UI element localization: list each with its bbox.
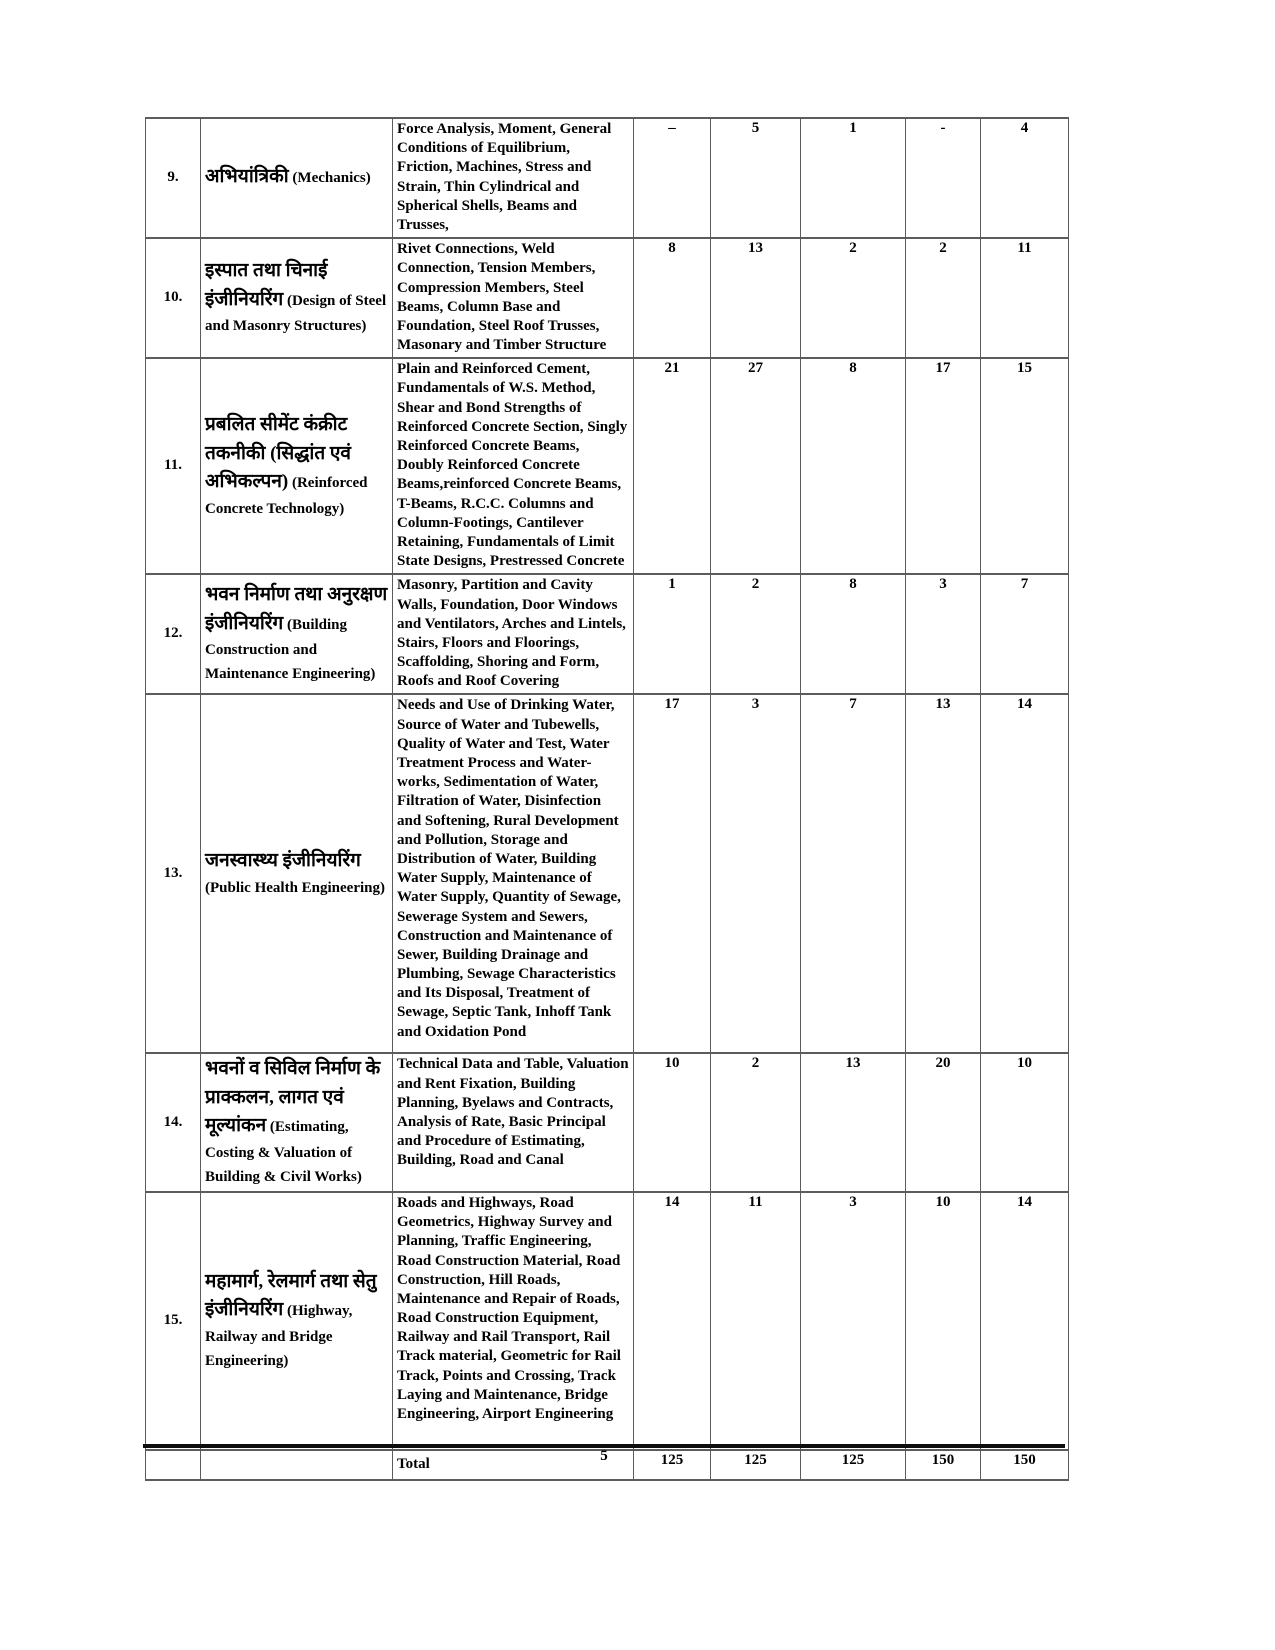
total-value: 125 [634, 1450, 711, 1480]
row-serial: 15. [146, 1192, 201, 1450]
subject-name-hindi: भवन निर्माण तथा अनुरक्षण इंजीनियरिंग [205, 584, 388, 634]
topics-cell: Plain and Reinforced Cement, Fundamentals of W.S. Method, Shear and Bond Strengths of Reinforced Concrete Section, Singly Reinforced Concrete Beams, Doubly Reinforced Concrete Beams,reinforced Concrete Beams, T-Beams, R.C.C. Columns and Column-Footings, Cantilever Retaining, Fundamentals of Limit State Designs, Prestressed Concrete [393, 358, 634, 574]
subject-name-hindi: प्रबलित सीमेंट कंक्रीट तकनीकी (सिद्धांत एवं अभिकल्पन) [205, 414, 351, 493]
marks-value: 3 [801, 1192, 906, 1450]
topics-cell: Roads and Highways, Road Geometrics, Highway Survey and Planning, Traffic Engineering, Road Construction Material, Road Construction, Hill Roads, Maintenance and Repair of Roads, Road Construction Equipment, Railway and Rail Transport, Rail Track material, Geometric for Rail Track, Points and Crossing, Track Laying and Maintenance, Bridge Engineering, Airport Engineering [393, 1192, 634, 1450]
marks-value: 15 [981, 358, 1069, 574]
row-serial: 10. [146, 238, 201, 358]
marks-value: 10 [906, 1192, 981, 1450]
marks-value: 2 [801, 238, 906, 358]
subject-name-cell [201, 1053, 393, 1192]
table-row [146, 694, 1069, 1053]
marks-value: 5 [711, 118, 801, 238]
row-serial: 14. [146, 1053, 201, 1192]
subject-name-hindi: महामार्ग, रेलमार्ग तथा सेतु इंजीनियरिंग [205, 1270, 377, 1321]
syllabus-table-body [146, 118, 1069, 1480]
marks-value: 20 [906, 1053, 981, 1192]
subject-name-hindi: इस्पात तथा चिनाई इंजीनियरिंग [205, 260, 328, 310]
marks-value: 10 [634, 1053, 711, 1192]
marks-value: 14 [981, 1192, 1069, 1450]
row-serial: 12. [146, 574, 201, 694]
marks-value: 1 [634, 574, 711, 694]
total-value: 125 [801, 1450, 906, 1480]
marks-value: 2 [711, 1053, 801, 1192]
table-row [146, 118, 1069, 238]
subject-name-english: (Highway, Railway and Bridge Engineering) [205, 1303, 353, 1369]
marks-value: 17 [634, 694, 711, 1053]
subject-name-cell [201, 118, 393, 238]
marks-value: 14 [634, 1192, 711, 1450]
subject-name-english: (Design of Steel and Masonry Structures) [205, 292, 387, 335]
total-value: 150 [906, 1450, 981, 1480]
subject-name-hindi: भवनों व सिविल निर्माण के प्राक्कलन, लागत एवं मूल्यांकन [205, 1058, 381, 1137]
marks-value: 27 [711, 358, 801, 574]
subject-name-cell [201, 358, 393, 574]
marks-value: 8 [801, 574, 906, 694]
table-row [146, 574, 1069, 694]
row-serial: 11. [146, 358, 201, 574]
table-row [146, 238, 1069, 358]
subject-name-english: (Mechanics) [288, 170, 371, 187]
topics-cell: Needs and Use of Drinking Water, Source of Water and Tubewells, Quality of Water and Test, Water Treatment Process and Water-works, Sedimentation of Water, Filtration of Water, Disinfection and Softening, Rural Development and Pollution, Storage and Distribution of Water, Building Water Supply, Maintenance of Water Supply, Quantity of Sewage, Sewerage System and Sewers, Construction and Maintenance of Sewer, Building Drainage and Plumbing, Sewage Characteristics and Its Disposal, Treatment of Sewage, Septic Tank, Inhoff Tank and Oxidation Pond [393, 694, 634, 1053]
topics-cell: Rivet Connections, Weld Connection, Tension Members, Compression Members, Steel Beams, Column Base and Foundation, Steel Roof Trusses, Masonary and Timber Structure [393, 238, 634, 358]
total-value: 150 [981, 1450, 1069, 1480]
marks-value: 13 [906, 694, 981, 1053]
topics-cell: Technical Data and Table, Valuation and Rent Fixation, Building Planning, Byelaws and Contracts, Analysis of Rate, Basic Principal and Procedure of Estimating, Building, Road and Canal [393, 1053, 634, 1192]
marks-value: 14 [981, 694, 1069, 1053]
total-label: Total [393, 1450, 634, 1480]
marks-value: 8 [801, 358, 906, 574]
subject-name-cell [201, 574, 393, 694]
marks-value: 17 [906, 358, 981, 574]
row-serial: 9. [146, 118, 201, 238]
marks-value: - [906, 118, 981, 238]
subject-name-english: (Reinforced Concrete Technology) [205, 475, 368, 517]
row-serial: 13. [146, 694, 201, 1053]
subject-name-english: (Estimating, Costing & Valuation of Building & Civil Works) [205, 1119, 362, 1185]
marks-value: 10 [981, 1053, 1069, 1192]
marks-value: 1 [801, 118, 906, 238]
marks-value: – [634, 118, 711, 238]
table-row [146, 1192, 1069, 1450]
marks-value: 7 [801, 694, 906, 1053]
marks-value: 3 [906, 574, 981, 694]
table-row [146, 358, 1069, 574]
marks-value: 3 [711, 694, 801, 1053]
marks-value: 21 [634, 358, 711, 574]
marks-value: 2 [906, 238, 981, 358]
subject-name-cell [201, 1192, 393, 1450]
subject-name-cell [201, 694, 393, 1053]
marks-value: 13 [801, 1053, 906, 1192]
topics-cell: Masonry, Partition and Cavity Walls, Foundation, Door Windows and Ventilators, Arches and Lintels, Stairs, Floors and Floorings, Scaffolding, Shoring and Form, Roofs and Roof Covering [393, 574, 634, 694]
marks-value: 4 [981, 118, 1069, 238]
page-number: 5 [600, 1448, 608, 1464]
subject-name-english: (Building Construction and Maintenance Engineering) [205, 616, 376, 683]
topics-cell: Force Analysis, Moment, General Conditions of Equilibrium, Friction, Machines, Stress and Strain, Thin Cylindrical and Spherical Shells, Beams and Trusses, [393, 118, 634, 238]
marks-value: 13 [711, 238, 801, 358]
table-row [146, 1053, 1069, 1192]
marks-value: 7 [981, 574, 1069, 694]
marks-value: 11 [981, 238, 1069, 358]
subject-name-hindi: अभियांत्रिकी [205, 166, 289, 188]
syllabus-table [145, 117, 1069, 1481]
marks-value: 11 [711, 1192, 801, 1450]
marks-value: 2 [711, 574, 801, 694]
total-value: 125 [711, 1450, 801, 1480]
subject-name-hindi: जनस्वास्थ्य इंजीनियरिंग [205, 850, 361, 872]
subject-name-cell [201, 238, 393, 358]
marks-value: 8 [634, 238, 711, 358]
subject-name-english: (Public Health Engineering) [205, 879, 385, 896]
